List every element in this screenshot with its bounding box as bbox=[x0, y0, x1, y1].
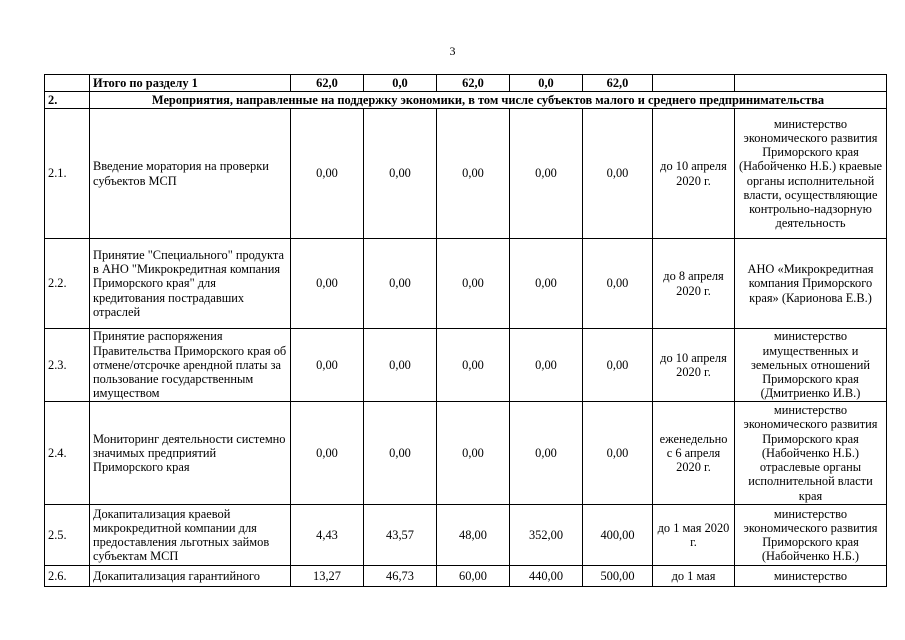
section-header-row bbox=[45, 92, 887, 109]
funding-value: 0,00 bbox=[437, 402, 510, 505]
row-number: 2.3. bbox=[45, 329, 90, 402]
total-resp-cell bbox=[735, 75, 887, 92]
measure-name: Принятие "Специального" продукта в АНО "Микрокредитная компания Приморского края" для кредитования пострадавших отраслей bbox=[90, 239, 291, 329]
row-number: 2.6. bbox=[45, 566, 90, 587]
funding-value: 43,57 bbox=[364, 505, 437, 566]
responsible: министерство имущественных и земельных отношений Приморского края (Дмитриенко И.В.) bbox=[735, 329, 887, 402]
funding-value: 46,73 bbox=[364, 566, 437, 587]
section-number: 2. bbox=[45, 92, 90, 109]
row-number: 2.1. bbox=[45, 109, 90, 239]
funding-value: 352,00 bbox=[510, 505, 583, 566]
funding-value: 500,00 bbox=[583, 566, 653, 587]
funding-value: 0,00 bbox=[364, 329, 437, 402]
funding-value: 0,00 bbox=[291, 402, 364, 505]
responsible: министерство bbox=[735, 566, 887, 587]
total-value: 62,0 bbox=[583, 75, 653, 92]
table-row bbox=[45, 329, 887, 402]
funding-value: 0,00 bbox=[364, 402, 437, 505]
section-total-row bbox=[45, 75, 887, 92]
funding-value: 400,00 bbox=[583, 505, 653, 566]
row-number: 2.5. bbox=[45, 505, 90, 566]
funding-value: 0,00 bbox=[437, 329, 510, 402]
table-row bbox=[45, 505, 887, 566]
funding-value: 60,00 bbox=[437, 566, 510, 587]
responsible: АНО «Микрокредитная компания Приморского края» (Карионова Е.В.) bbox=[735, 239, 887, 329]
row-number: 2.4. bbox=[45, 402, 90, 505]
page-number: 3 bbox=[449, 44, 456, 58]
measure-name: Введение моратория на проверки субъектов МСП bbox=[90, 109, 291, 239]
funding-value: 0,00 bbox=[510, 402, 583, 505]
table-row bbox=[45, 566, 887, 587]
funding-value: 0,00 bbox=[583, 402, 653, 505]
total-label: Итого по разделу 1 bbox=[90, 75, 291, 92]
funding-value: 0,00 bbox=[364, 109, 437, 239]
total-date-cell bbox=[653, 75, 735, 92]
deadline: до 10 апреля 2020 г. bbox=[653, 109, 735, 239]
funding-value: 48,00 bbox=[437, 505, 510, 566]
funding-value: 440,00 bbox=[510, 566, 583, 587]
funding-value: 0,00 bbox=[437, 109, 510, 239]
section-title: Мероприятия, направленные на поддержку экономики, в том числе субъектов малого и среднего предпринимательства bbox=[90, 92, 887, 109]
measure-name: Принятие распоряжения Правительства Приморского края об отмене/отсрочке арендной платы за пользование государственным имуществом bbox=[90, 329, 291, 402]
funding-value: 0,00 bbox=[291, 239, 364, 329]
deadline: до 8 апреля 2020 г. bbox=[653, 239, 735, 329]
deadline: до 1 мая 2020 г. bbox=[653, 505, 735, 566]
measure-name: Мониторинг деятельности системно значимых предприятий Приморского края bbox=[90, 402, 291, 505]
measures-table bbox=[44, 74, 887, 587]
responsible: министерство экономического развития Приморского края (Набойченко Н.Б.) bbox=[735, 505, 887, 566]
funding-value: 0,00 bbox=[510, 109, 583, 239]
total-num-cell bbox=[45, 75, 90, 92]
total-value: 0,0 bbox=[510, 75, 583, 92]
table-row bbox=[45, 109, 887, 239]
table-row bbox=[45, 239, 887, 329]
funding-value: 0,00 bbox=[364, 239, 437, 329]
funding-value: 0,00 bbox=[583, 329, 653, 402]
responsible: министерство экономического развития Приморского края (Набойченко Н.Б.) отраслевые органы исполнительной власти края bbox=[735, 402, 887, 505]
measure-name: Докапитализация гарантийного bbox=[90, 566, 291, 587]
measure-name: Докапитализация краевой микрокредитной компании для предоставления льготных займов субъектам МСП bbox=[90, 505, 291, 566]
total-value: 62,0 bbox=[437, 75, 510, 92]
total-value: 62,0 bbox=[291, 75, 364, 92]
responsible: министерство экономического развития Приморского края (Набойченко Н.Б.) краевые органы исполнительной власти, осуществляющие контрольно-надзорную деятельность bbox=[735, 109, 887, 239]
funding-value: 0,00 bbox=[291, 109, 364, 239]
funding-value: 0,00 bbox=[510, 329, 583, 402]
row-number: 2.2. bbox=[45, 239, 90, 329]
funding-value: 0,00 bbox=[510, 239, 583, 329]
funding-value: 0,00 bbox=[437, 239, 510, 329]
deadline: до 10 апреля 2020 г. bbox=[653, 329, 735, 402]
total-value: 0,0 bbox=[364, 75, 437, 92]
deadline: до 1 мая bbox=[653, 566, 735, 587]
deadline: еженедельно с 6 апреля 2020 г. bbox=[653, 402, 735, 505]
funding-value: 0,00 bbox=[291, 329, 364, 402]
table-row bbox=[45, 402, 887, 505]
funding-value: 13,27 bbox=[291, 566, 364, 587]
funding-value: 0,00 bbox=[583, 239, 653, 329]
funding-value: 0,00 bbox=[583, 109, 653, 239]
funding-value: 4,43 bbox=[291, 505, 364, 566]
